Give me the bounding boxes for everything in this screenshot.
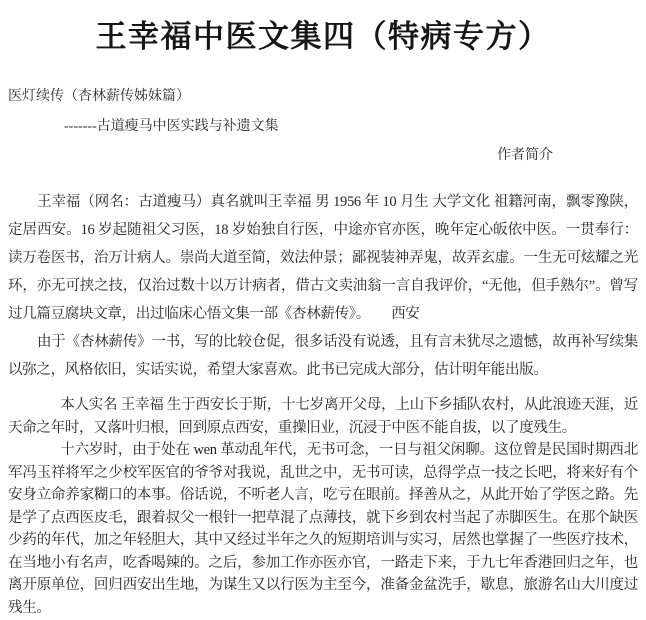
series-title: 医灯续传（杏林薪传姊妹篇） — [8, 89, 190, 104]
collection-subtitle: -------古道瘦马中医实践与补遗文集 — [64, 119, 279, 134]
author-intro-heading: 作者简介 — [497, 148, 553, 163]
paragraph-real-name-bio: 本人实名 王幸福 生于西安长于斯，十七岁离开父母，上山下乡插队农村，从此浪迹天涯，近天命之年时，又落叶归根，回到原点西安，重操旧业，沉浸于中医不能自拔，以了度残生。 — [8, 397, 638, 436]
document-title: 王幸福中医文集四（特病专方） — [95, 19, 551, 54]
paragraph-book-reason: 由于《杏林薪传》一书，写的比较仓促，很多话没有说透，且有言未犹尽之遗憾，故再补写续集以弥之，风格依旧，实话实说，希望大家喜欢。此书已完成大部分，估计明年能出版。 — [8, 334, 638, 378]
paragraph-learning-medicine-story: 十六岁时，由于处在 wen 革动乱年代，无书可念，一日与祖父闲聊。这位曾是民国时期西北军冯玉祥将军之少校军医官的爷爷对我说，乱世之中，无书可读，总得学点一技之长吧，将来好有个安身立命养家糊口的本事。俗话说，不听老人言，吃亏在眼前。择善从之，从此开始了学医之路。先是学了点西医皮毛，跟着叔父一根针一把草混了点薄技，就下乡到农村当起了赤脚医生。在那个缺医少药的年代，加之年轻胆大，其中又经过半年之久的短期培训与实习，居然也掌握了一些医疗技术，在当地小有名声，吃香喝辣的。之后，参加工作亦医亦官，一路走下来，于九七年香港回归之年，也离开原单位，回归西安出生地，为谋生又以行医为主至今，准备金盆洗手，歇息，旅游名山大川度过残生。 — [8, 442, 638, 616]
paragraph-author-overview: 王幸福（网名：古道瘦马）真名就叫王幸福 男 1956 年 10 月生 大学文化 祖籍河南，飘零豫陕，定居西安。16 岁起随祖父习医，18 岁始独自行医，中途亦官亦医，晚年定心皈依中医。一贯奉行：读万卷医书，治万计病人。崇尚大道至简，效法仲景；鄙视装神弄鬼，故弄玄虚。一生无可炫耀之光环，亦无可挟之技，仅治过数十以万计病者，借古文卖油翁一言自我评价，“无他，但手熟尔”。曾写过几篇豆腐块文章，出过临床心悟文集一部《杏林薪传》。 西安 — [8, 194, 638, 322]
